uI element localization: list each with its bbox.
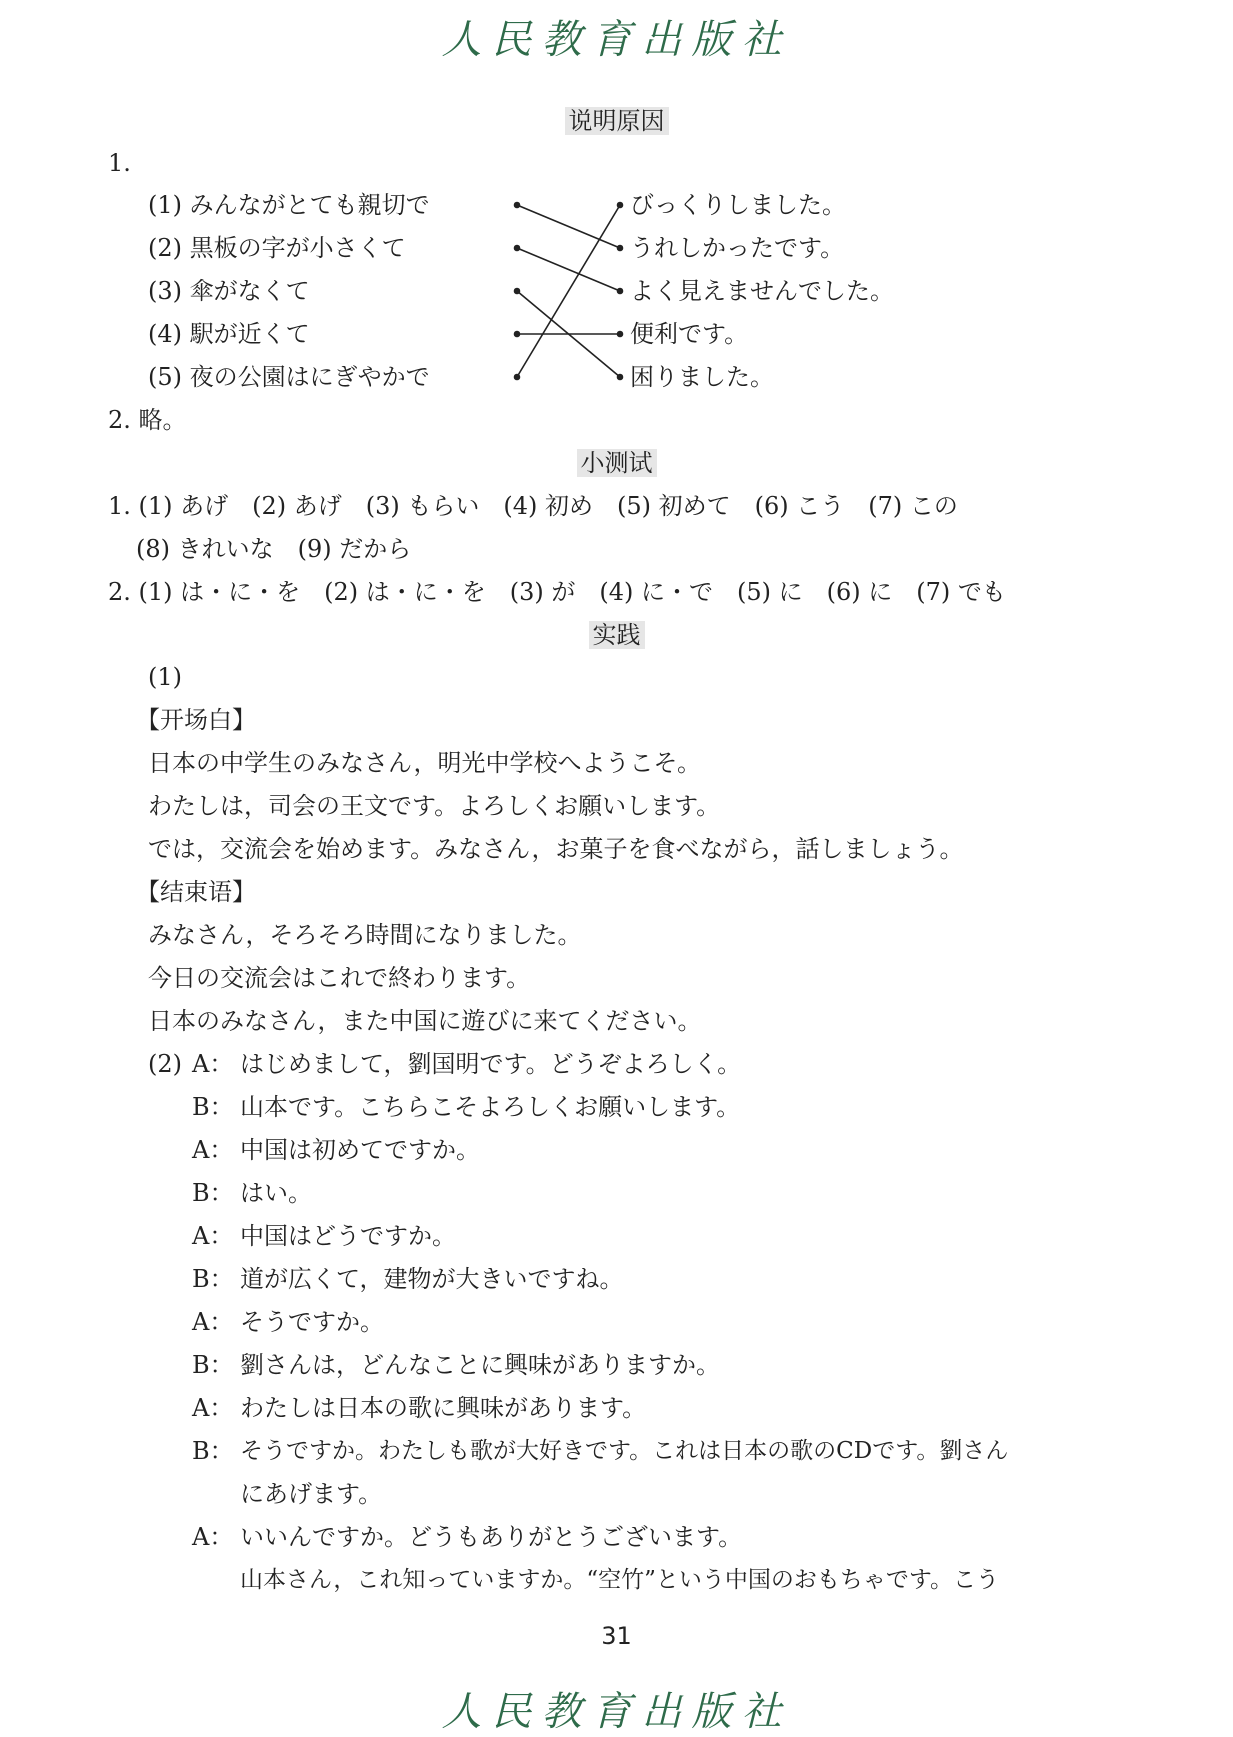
dialog-speaker: A： [192, 1308, 234, 1336]
practice-part-label: (1) [148, 663, 182, 691]
dialog-speaker: B： [192, 1179, 234, 1207]
match-right-item: 困りました。 [630, 363, 774, 391]
dialog-text: そうですか。わたしも歌が大好きです。これは日本の歌のCDです。劉さん [240, 1438, 1009, 1464]
dialog-speaker: A： [192, 1136, 234, 1164]
closing-line: みなさん，そろそろ時間になりました。 [148, 921, 582, 949]
match-dot [618, 203, 623, 208]
dialog-text: にあげます。 [240, 1480, 383, 1508]
closing-line: 今日の交流会はこれで終わります。 [148, 964, 531, 992]
dialog-text: 道が広くて，建物が大きいですね。 [240, 1265, 624, 1293]
match-line [517, 205, 620, 248]
dialog-text: はじめまして，劉国明です。どうぞよろしく。 [240, 1050, 742, 1078]
dialog-text: 山本です。こちらこそよろしくお願いします。 [240, 1093, 741, 1121]
match-dot [618, 375, 623, 380]
practice-part-label: (2) [148, 1050, 182, 1078]
section-heading-reasons: 说明原因 [0, 106, 1233, 136]
match-left-item: (3) 傘がなくて [148, 277, 310, 305]
match-dot [515, 246, 520, 251]
match-dot [618, 332, 623, 337]
match-left-item: (2) 黒板の字が小さくて [148, 234, 406, 262]
dialog-text: はい。 [240, 1179, 312, 1207]
matching-lines [0, 0, 1233, 420]
match-left-item: (5) 夜の公園はにぎやかで [148, 363, 430, 391]
page-number: 31 [601, 1622, 632, 1650]
match-dot [618, 289, 623, 294]
dialog-text: 劉さんは，どんなことに興味がありますか。 [240, 1351, 720, 1379]
opening-line: わたしは，司会の王文です。よろしくお願いします。 [148, 792, 721, 820]
dialog-text: そうですか。 [240, 1308, 384, 1336]
match-right-item: 便利です。 [630, 320, 749, 348]
quiz-line: 2. (1) は・に・を (2) は・に・を (3) が (4) に・で (5) に (6) に (7) でも [108, 578, 1006, 606]
dialog-speaker: A： [192, 1222, 234, 1250]
match-dot [515, 289, 520, 294]
publisher-logo-top: 人民教育出版社 [441, 17, 792, 63]
match-left-item: (4) 駅が近くて [148, 320, 310, 348]
match-dot [515, 332, 520, 337]
dialog-speaker: A： [192, 1394, 234, 1422]
match-right-item: よく見えませんでした。 [630, 277, 894, 305]
publisher-logo-bottom: 人民教育出版社 [441, 1689, 792, 1735]
closing-line: 日本のみなさん，また中国に遊びに来てください。 [148, 1007, 702, 1035]
dialog-speaker: B： [192, 1265, 234, 1293]
match-dot [618, 246, 623, 251]
dialog-speaker: A： [192, 1523, 234, 1551]
dialog-text: いいんですか。どうもありがとうございます。 [240, 1523, 743, 1551]
closing-label: 【结束语】 [136, 878, 256, 906]
match-line [517, 248, 620, 291]
question-2-answer: 2. 略。 [108, 406, 187, 434]
dialog-text: わたしは日本の歌に興味があります。 [240, 1394, 647, 1422]
match-dot [515, 375, 520, 380]
match-dot [515, 203, 520, 208]
quiz-line: 1. (1) あげ (2) あげ (3) もらい (4) 初め (5) 初めて (6) こう (7) この [108, 492, 958, 520]
match-right-item: びっくりしました。 [630, 191, 846, 219]
quiz-line: (8) きれいな (9) だから [136, 535, 412, 563]
dialog-text: 中国は初めてですか。 [240, 1136, 480, 1164]
dialog-speaker: B： [192, 1437, 234, 1465]
section-heading-practice: 实践 [0, 620, 1233, 650]
dialog-speaker: B： [192, 1093, 234, 1121]
match-line [517, 205, 620, 377]
dialog-speaker: A： [192, 1050, 234, 1078]
dialog-speaker: B： [192, 1351, 234, 1379]
dialog-text: 中国はどうですか。 [240, 1222, 456, 1250]
section-heading-quiz: 小测试 [0, 448, 1233, 478]
dialog-text: 山本さん，これ知っていますか。“空竹”という中国のおもちゃです。こう [240, 1567, 1000, 1593]
opening-label: 【开场白】 [136, 706, 256, 734]
opening-line: 日本の中学生のみなさん，明光中学校へようこそ。 [148, 749, 701, 777]
opening-line: では，交流会を始めます。みなさん，お菓子を食べながら，話しましょう。 [148, 835, 964, 863]
question-1-label: 1. [108, 149, 131, 177]
match-left-item: (1) みんながとても親切で [148, 191, 430, 219]
match-right-item: うれしかったです。 [630, 234, 845, 262]
